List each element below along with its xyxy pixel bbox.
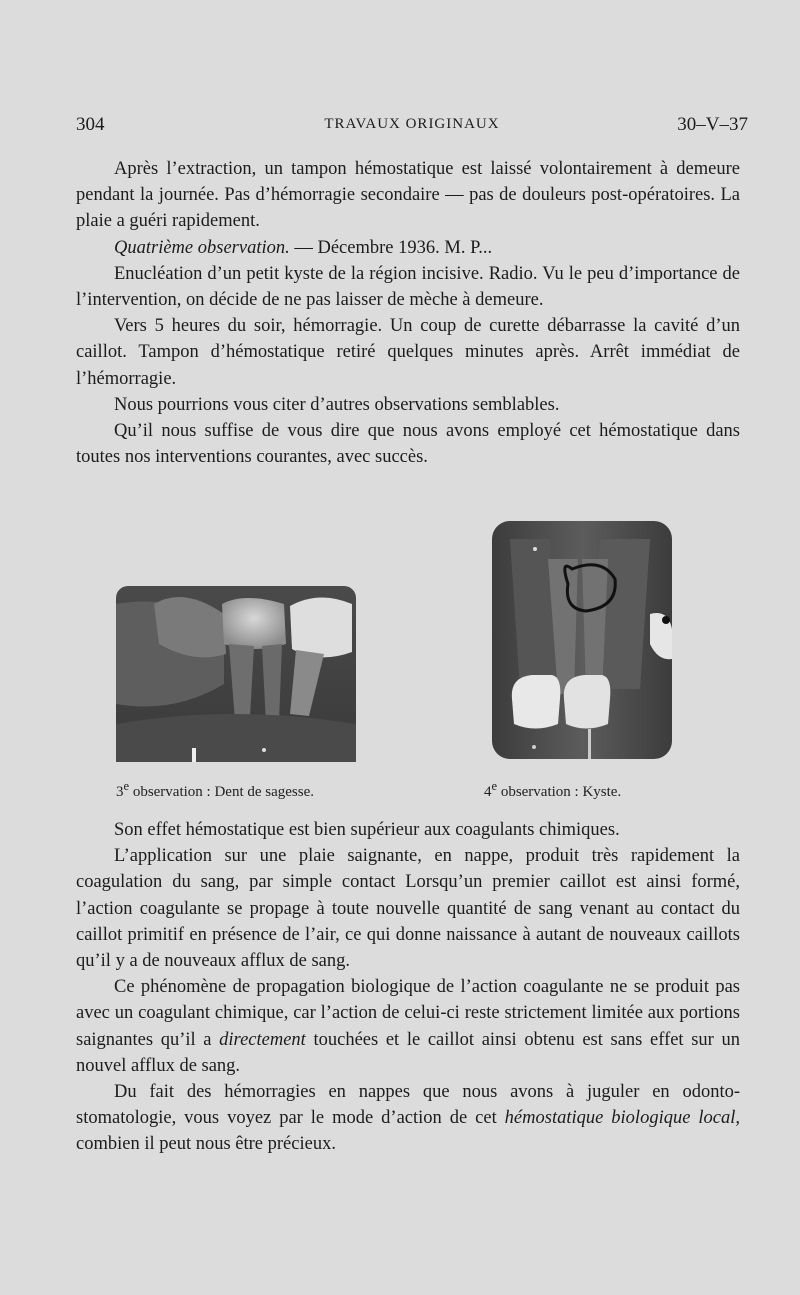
paragraph: Enucléation d’un petit kyste de la région incisive. Radio. Vu le peu d’importance de l’intervention, on décide de ne pas laisser de mèche à demeure. [76, 263, 740, 311]
emphasis: hémostatique biologique local, [504, 1108, 740, 1129]
paragraph: Du fait des hémorragies en nappes que nous avons à juguler en odonto-stomatologie, vous voyez par le mode d’action de cet hémostatique biologique local, combien il peut nous être précieux. [76, 1082, 740, 1155]
figure-caption-right: 4e observation : Kyste. [484, 779, 622, 800]
radiograph-cyst [490, 519, 674, 761]
observation-heading: Quatrième observation. [114, 237, 290, 258]
paragraph: Nous pourrions vous citer d’autres observations semblables. [114, 394, 560, 415]
body-text-bottom [76, 817, 740, 1158]
paragraph: Après l’extraction, un tampon hémostatique est laissé volontairement à demeure pendant la journée. Pas d’hémorragie secondaire — pas de douleurs post-opératoires. La plaie a guéri rapidement. [76, 159, 740, 232]
paragraph: Quatrième observation. — Décembre 1936. M. P... [114, 237, 493, 258]
paragraph: Ce phénomène de propagation biologique de l’action coagulante ne se produit pas avec un coagulant chimique, car l’action de celui-ci reste strictement limitée aux portions saignantes qu’il a directement touchées et le caillot ainsi obtenu est sans effet sur un nouvel afflux de sang. [76, 977, 740, 1076]
paragraph: Vers 5 heures du soir, hémorragie. Un coup de curette débarrasse la cavité d’un caillot. Tampon d’hémostatique retiré quelques minutes après. Arrêt immédiat de l’hémorragie. [76, 316, 740, 389]
radiograph-wisdom-tooth [114, 584, 360, 764]
running-title: TRAVAUX ORIGINAUX [324, 116, 500, 132]
paragraph: L’application sur une plaie saignante, en nappe, produit très rapidement la coagulation du sang, par simple contact Lorsqu’un premier caillot est ainsi formé, l’action coagulante se propage à toute nouvelle quantité de sang venant au contact du caillot primitif en présence de l’air, ce qui donne naissance à autant de nouveaux caillots qu’il y a de nouveaux afflux de sang. [76, 846, 740, 972]
running-header [76, 114, 748, 138]
paragraph: Qu’il nous suffise de vous dire que nous avons employé cet hémostatique dans toutes nos interventions courantes, avec succès. [76, 421, 740, 468]
header-date: 30–V–37 [677, 114, 748, 135]
paragraph: Son effet hémostatique est bien supérieur aux coagulants chimiques. [114, 820, 620, 840]
figure-caption-left: 3e observation : Dent de sagesse. [116, 779, 315, 800]
body-text-top [76, 156, 740, 470]
page-number: 304 [76, 114, 105, 135]
emphasis: directement [219, 1029, 306, 1050]
